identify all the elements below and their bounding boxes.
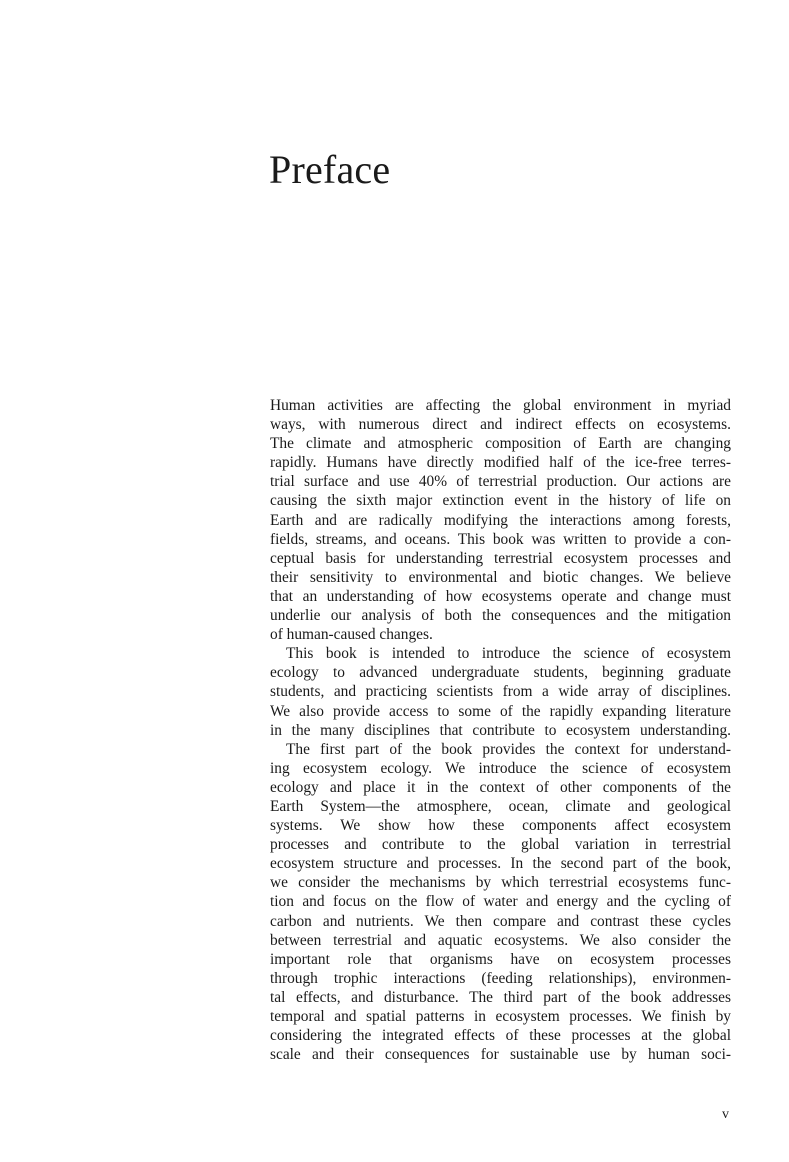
text-line: trial surface and use 40% of terrestrial production. Our actions are: [270, 473, 731, 491]
text-line: ways, with numerous direct and indirect effects on ecosystems.: [270, 416, 731, 434]
text-line: We also provide access to some of the rapidly expanding literature: [270, 702, 731, 720]
text-line: ecology to advanced undergraduate students, beginning graduate: [270, 664, 731, 682]
text-line: ceptual basis for understanding terrestrial ecosystem processes and: [270, 549, 731, 567]
text-line: Earth System—the atmosphere, ocean, climate and geological: [270, 797, 731, 815]
text-line: considering the integrated effects of these processes at the global: [270, 1027, 731, 1045]
paragraph: [270, 740, 731, 1065]
text-line: ecosystem structure and processes. In the second part of the book,: [270, 855, 731, 873]
text-line: we consider the mechanisms by which terrestrial ecosystems func-: [270, 874, 731, 892]
text-line: This book is intended to introduce the science of ecosystem: [286, 645, 731, 663]
text-line: in the many disciplines that contribute to ecosystem understanding.: [270, 721, 731, 739]
text-line: scale and their consequences for sustainable use by human soci-: [270, 1046, 731, 1064]
text-line: their sensitivity to environmental and biotic changes. We believe: [270, 568, 731, 586]
text-line: of human-caused changes.: [270, 626, 433, 644]
text-line: important role that organisms have on ecosystem processes: [270, 950, 731, 968]
text-line: causing the sixth major extinction event in the history of life on: [270, 492, 731, 510]
page-number: v: [722, 1107, 729, 1122]
text-line: between terrestrial and aquatic ecosystems. We also consider the: [270, 931, 731, 949]
text-line: students, and practicing scientists from a wide array of disciplines.: [270, 683, 731, 701]
text-line: The climate and atmospheric composition of Earth are changing: [270, 435, 731, 453]
paragraph: [270, 396, 731, 644]
text-line: fields, streams, and oceans. This book was written to provide a con-: [270, 530, 731, 548]
text-line: Earth and are radically modifying the interactions among forests,: [270, 511, 731, 529]
page-title: Preface: [269, 147, 391, 192]
text-line: The first part of the book provides the context for understand-: [286, 740, 731, 758]
preface-body: [270, 396, 731, 1064]
text-line: rapidly. Humans have directly modified half of the ice-free terres-: [270, 454, 731, 472]
text-line: underlie our analysis of both the consequences and the mitigation: [270, 607, 731, 625]
text-line: processes and contribute to the global variation in terrestrial: [270, 836, 731, 854]
text-line: carbon and nutrients. We then compare and contrast these cycles: [270, 912, 731, 930]
text-line: tion and focus on the flow of water and energy and the cycling of: [270, 893, 731, 911]
text-line: ing ecosystem ecology. We introduce the science of ecosystem: [270, 759, 731, 777]
text-line: tal effects, and disturbance. The third part of the book addresses: [270, 988, 731, 1006]
text-line: that an understanding of how ecosystems operate and change must: [270, 587, 731, 605]
text-line: systems. We show how these components affect ecosystem: [270, 817, 731, 835]
paragraph: [270, 644, 731, 739]
text-line: through trophic interactions (feeding relationships), environmen-: [270, 969, 731, 987]
text-line: temporal and spatial patterns in ecosystem processes. We finish by: [270, 1008, 731, 1025]
text-line: Human activities are affecting the global environment in myriad: [270, 397, 731, 414]
text-line: ecology and place it in the context of other components of the: [270, 778, 731, 796]
